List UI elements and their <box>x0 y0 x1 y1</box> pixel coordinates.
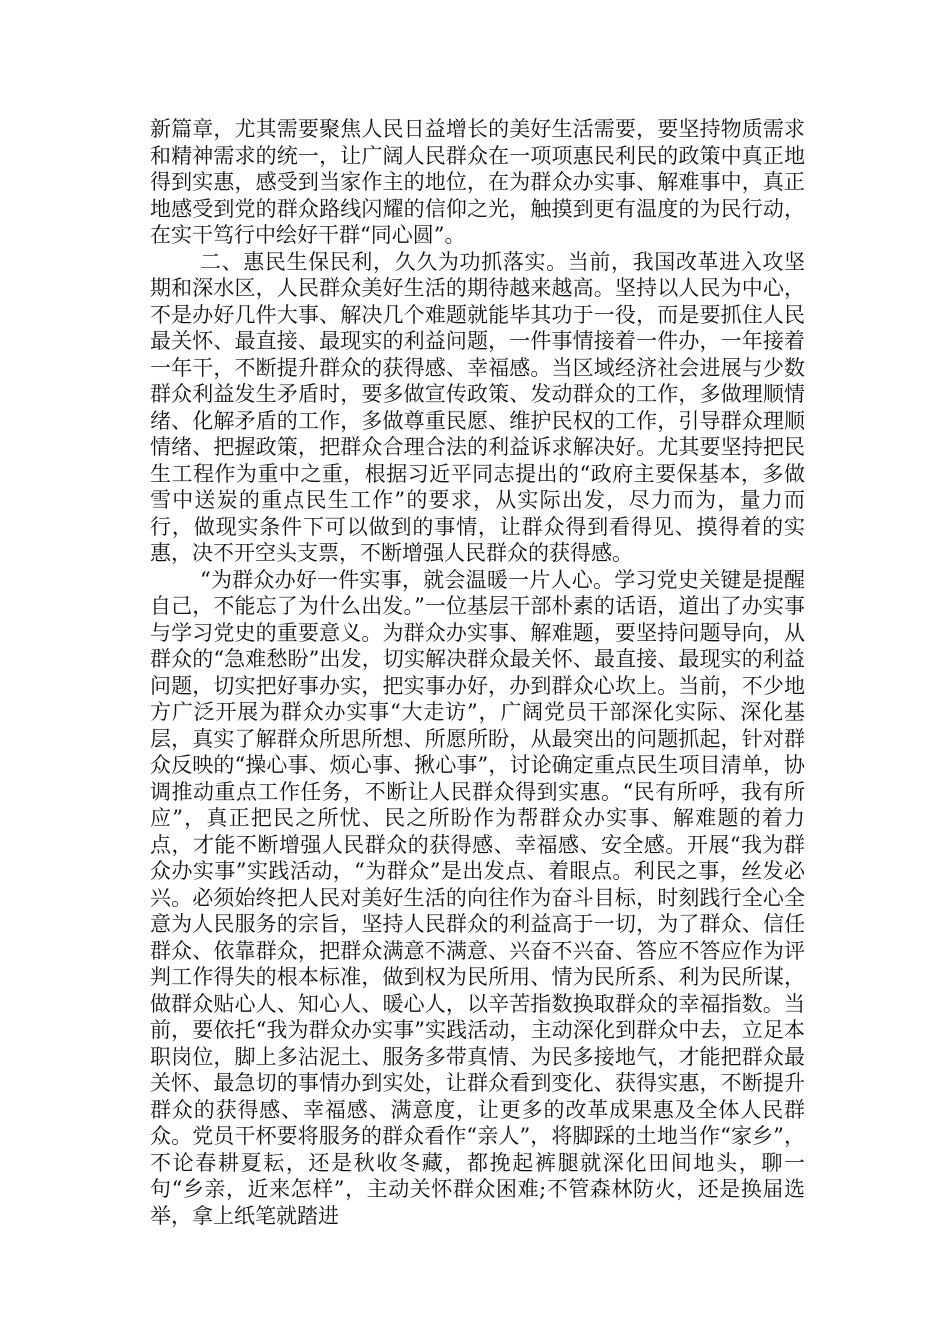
paragraph-1: 新篇章，尤其需要聚焦人民日益增长的美好生活需要，要坚持物质需求和精神需求的统一，让广阔人民群众在一项项惠民利民的政策中真正地得到实惠，感受到当家作主的地位，在为群众办实事、解难事中，真正地感受到党的群众路线闪耀的信仰之光，触摸到更有温度的为民行动，在实干笃行中绘好干群“同心圆”。 <box>150 117 805 247</box>
paragraph-2: 二、惠民生保民利，久久为功抓落实。当前，我国改革进入攻坚期和深水区，人民群众美好生活的期待越来越高。坚持以人民为中心，不是办好几件大事、解决几个难题就能毕其功于一役，而是要抓住人民最关怀、最直接、最现实的利益问题，一件事情接着一件办，一年接着一年干，不断提升群众的获得感、幸福感。当区域经济社会进展与少数群众利益发生矛盾时，要多做宣传政策、发动群众的工作，多做理顺情绪、化解矛盾的工作，多做尊重民愿、维护民权的工作，引导群众理顺情绪、把握政策，把群众合理合法的利益诉求解决好。尤其要坚持把民生工程作为重中之重，根据习近平同志提出的“政府主要保基本，多做雪中送炭的重点民生工作”的要求，从实际出发，尽力而为，量力而行，做现实条件下可以做到的事情，让群众得到看得见、摸得着的实惠，决不开空头支票，不断增强人民群众的获得感。 <box>150 249 805 565</box>
document-body <box>150 116 805 1229</box>
paragraph-3: “为群众办好一件实事，就会温暖一片人心。学习党史关键是提醒自己，不能忘了为什么出发。”一位基层干部朴素的话语，道出了办实事与学习党史的重要意义。为群众办实事、解难题，要坚持问题导向，从群众的“急难愁盼”出发，切实解决群众最关怀、最直接、最现实的利益问题，切实把好事办实，把实事办好，办到群众心坎上。当前，不少地方广泛开展为群众办实事“大走访”，广阔党员干部深化实际、深化基层，真实了解群众所思所想、所愿所盼，从最突出的问题抓起，针对群众反映的“操心事、烦心事、揪心事”，讨论确定重点民生项目清单，协调推动重点工作任务，不断让人民群众得到实惠。“民有所呼，我有所应”，真正把民之所忧、民之所盼作为帮群众办实事、解难题的着力点，才能不断增强人民群众的获得感、幸福感、安全感。开展“我为群众办实事”实践活动，“为群众”是出发点、着眼点。利民之事，丝发必兴。必须始终把人民对美好生活的向往作为奋斗目标，时刻践行全心全意为人民服务的宗旨，坚持人民群众的利益高于一切，为了群众、信任群众、依靠群众，把群众满意不满意、兴奋不兴奋、答应不答应作为评判工作得失的根本标准，做到权为民所用、情为民所系、利为民所谋，做群众贴心人、知心人、暖心人，以辛苦指数换取群众的幸福指数。当前，要依托“我为群众办实事”实践活动，主动深化到群众中去，立足本职岗位，脚上多沾泥土、服务多带真情、为民多接地气，才能把群众最关怀、最急切的事情办到实处，让群众看到变化、获得实惠，不断提升群众的获得感、幸福感、满意度，让更多的改革成果惠及全体人民群众。党员干杯要将服务的群众看作“亲人”，将脚踩的土地当作“家乡”，不论春耕夏耘，还是秋收冬藏，都挽起裤腿就深化田间地头，聊一句“乡亲，近来怎样”，主动关怀群众困难;不管森林防火，还是换届选举，拿上纸笔就踏进 <box>150 567 805 1228</box>
